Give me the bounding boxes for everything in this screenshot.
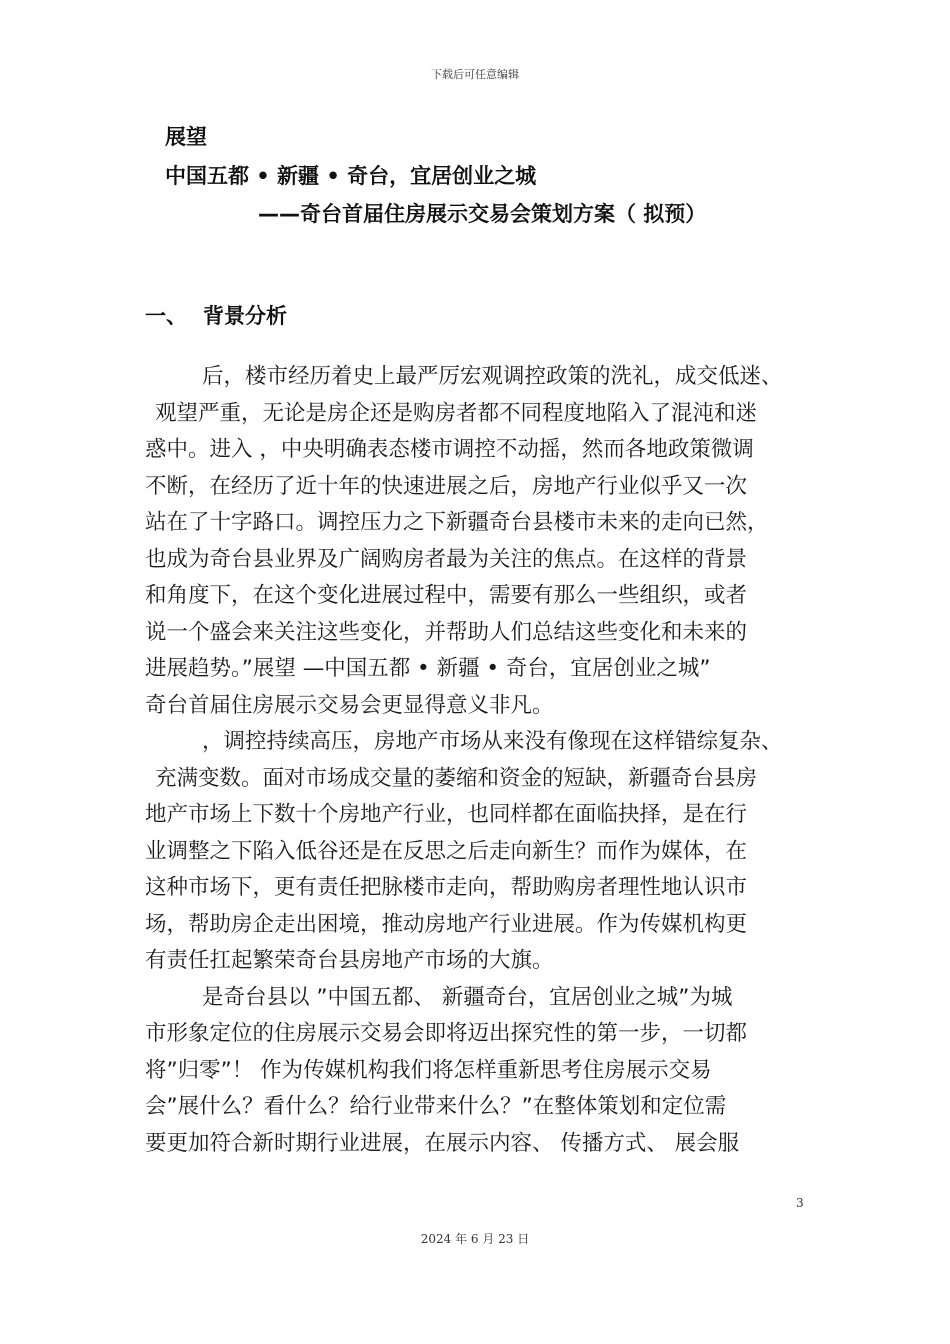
- title-line-2: 中国五都 • 新疆 • 奇台，宜居创业之城: [165, 164, 537, 188]
- paragraph-line: 将”归零”！ 作为传媒机构我们将怎样重新思考住房展示交易: [145, 1057, 712, 1083]
- page-number: 3: [796, 1196, 804, 1210]
- section-number: 一、: [145, 304, 187, 328]
- paragraph-line: 和角度下，在这个变化进展过程中，需要有那么一些组织，或者: [145, 583, 748, 608]
- paragraph-line: 要更加符合新时期行业进展，在展示内容、 传播方式、 展会服: [145, 1130, 740, 1156]
- section-title: 背景分析: [203, 304, 287, 328]
- paragraph-line: 说一个盛会来关注这些变化，并帮助人们总结这些变化和未来的: [145, 619, 748, 645]
- paragraph-line: 观望严重，无论是房企还是购房者都不同程度地陷入了混沌和迷: [155, 400, 758, 426]
- paragraph-line: 也成为奇台县业界及广阔购房者最为关注的焦点。在这样的背景: [145, 546, 748, 572]
- running-footer-date: 2024 年 6 月 23 日: [420, 1232, 530, 1246]
- paragraph-line: 不断，在经历了近十年的快速进展之后，房地产行业似乎又一次: [145, 473, 748, 499]
- paragraph-line: 是奇台县以 ”中国五都、 新疆奇台，宜居创业之城”为城: [202, 984, 733, 1010]
- paragraph-line: 场，帮助房企走出困境，推动房地产行业进展。作为传媒机构更: [145, 911, 748, 937]
- title-line-3: ——奇台首届住房展示交易会策划方案（ 拟预）: [258, 202, 707, 226]
- paragraph-line: 这种市场下，更有责任把脉楼市走向，帮助购房者理性地认识市: [145, 875, 748, 900]
- paragraph-line: 进展趋势。”展望 —中国五都 • 新疆 • 奇台，宜居创业之城”: [145, 656, 711, 681]
- paragraph-line: 业调整之下陷入低谷还是在反思之后走向新生？而作为媒体，在: [145, 838, 748, 864]
- paragraph-line: ，调控持续高压，房地产市场从来没有像现在这样错综复杂、: [202, 729, 783, 754]
- paragraph-line: 会”展什么？看什么？给行业带来什么？”在整体策划和定位需: [145, 1094, 727, 1119]
- paragraph-line: 奇台首届住房展示交易会更显得意义非凡。: [145, 692, 554, 718]
- paragraph-line: 地产市场上下数十个房地产行业，也同样都在面临抉择，是在行: [145, 802, 748, 827]
- paragraph-line: 站在了十字路口。调控压力之下新疆奇台县楼市未来的走向已然，: [145, 510, 769, 535]
- paragraph-line: 充满变数。面对市场成交量的萎缩和资金的短缺，新疆奇台县房: [155, 765, 758, 791]
- section-heading: [145, 300, 287, 330]
- title-line-1: 展望: [165, 125, 207, 149]
- paragraph-line: 惑中。进入 ，中央明确表态楼市调控不动摇，然而各地政策微调: [145, 437, 754, 462]
- running-header: 下载后可任意编辑: [431, 68, 519, 81]
- paragraph-line: 后，楼市经历着史上最严厉宏观调控政策的洗礼，成交低迷、: [202, 364, 783, 389]
- paragraph-line: 有责任扛起繁荣奇台县房地产市场的大旗。: [145, 948, 554, 973]
- body-text: [145, 359, 810, 1162]
- paragraph-line: 市形象定位的住房展示交易会即将迈出探究性的第一步，一切都: [145, 1021, 748, 1046]
